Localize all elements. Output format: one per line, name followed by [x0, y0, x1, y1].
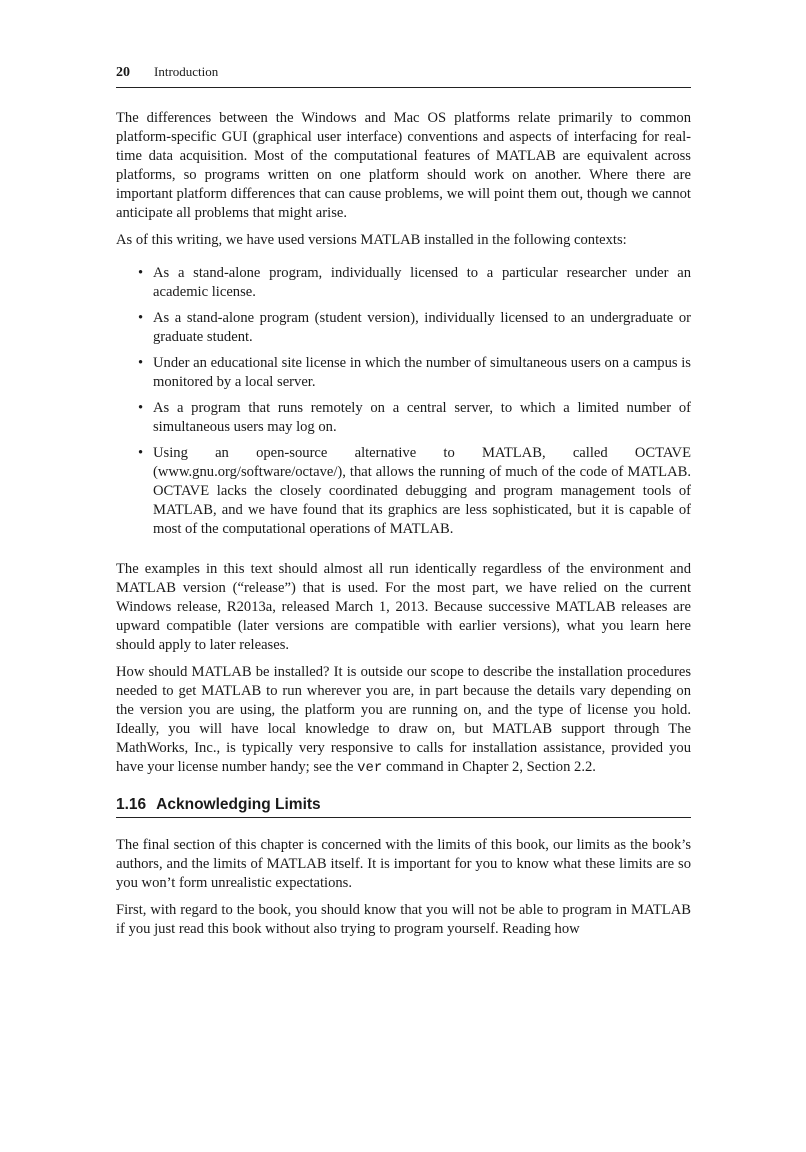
chapter-title: Introduction: [154, 64, 219, 79]
list-item-text: As a program that runs remotely on a central server, to which a limited number of simultaneous users may log on.: [153, 400, 691, 435]
list-item: [116, 444, 691, 539]
bullet-icon: •: [138, 400, 144, 416]
running-header: [116, 64, 691, 88]
list-item-text: Using an open-source alternative to MATLAB, called OCTAVE (www.gnu.org/software/octave/), that allows the running of much of the code of MATLAB. OCTAVE lacks the closely coordinated debugging and program management tools of MATLAB, and we have found that its graphics are less sophisticated, but it is capable of most of the computational operations of MATLAB.: [153, 445, 691, 537]
bullet-icon: •: [138, 310, 144, 326]
bullet-icon: •: [138, 355, 144, 371]
list-item-text: As a stand-alone program (student version), individually licensed to an undergraduate or graduate student.: [153, 310, 691, 345]
contexts-list: [116, 264, 691, 539]
bullet-icon: •: [138, 445, 144, 461]
section-heading: [116, 795, 691, 818]
list-item: [116, 309, 691, 347]
section-title: Acknowledging Limits: [156, 796, 321, 813]
installation-text-after: command in Chapter 2, Section 2.2.: [382, 759, 596, 775]
section-number: 1.16: [116, 796, 147, 813]
list-item-text: As a stand-alone program, individually licensed to a particular researcher under an academic license.: [153, 265, 691, 300]
list-item: [116, 399, 691, 437]
list-item-text: Under an educational site license in which the number of simultaneous users on a campus is monitored by a local server.: [153, 355, 691, 390]
installation-text-before: How should MATLAB be installed? It is outside our scope to describe the installation procedures needed to get MATLAB to run wherever you are, in part because the details vary depending on the version you are using, the platform you are running on, and the type of license you hold. Ideally, you will have local knowledge to draw on, but MATLAB support through The MathWorks, Inc., is typically very responsive to calls for installation assistance, provided you have your license number handy; see the: [116, 664, 691, 775]
book-page: [116, 64, 691, 939]
paragraph-examples-release: The examples in this text should almost all run identically regardless of the environment and MATLAB version (“release”) that is used. For the most part, we have relied on the current Windows release, R2013a, released March 1, 2013. Because successive MATLAB releases are upward compatible (later versions are compatible with earlier versions), what you learn here should apply to later releases.: [116, 561, 691, 653]
paragraph-limits-intro: The final section of this chapter is concerned with the limits of this book, our limits as the book’s authors, and the limits of MATLAB itself. It is important for you to know what these limits are so you won’t form unrealistic expectations.: [116, 837, 691, 891]
paragraph-limits-book: First, with regard to the book, you should know that you will not be able to program in MATLAB if you just read this book without also trying to program yourself. Reading how: [116, 902, 691, 937]
paragraph-installation: [116, 663, 691, 778]
paragraph-platform-differences: The differences between the Windows and Mac OS platforms relate primarily to common platform-specific GUI (graphical user interface) conventions and aspects of interfacing for real-time data acquisition. Most of the computational features of MATLAB are equivalent across platforms, so programs written on one platform should work on another. Where there are important platform differences that can cause problems, we will point them out, though we cannot anticipate all problems that might arise.: [116, 110, 691, 221]
ver-command: ver: [357, 760, 383, 776]
list-item: [116, 264, 691, 302]
paragraph-contexts-intro: As of this writing, we have used versions MATLAB installed in the following contexts:: [116, 232, 627, 248]
page-number: 20: [116, 65, 130, 80]
list-item: [116, 354, 691, 392]
bullet-icon: •: [138, 265, 144, 281]
